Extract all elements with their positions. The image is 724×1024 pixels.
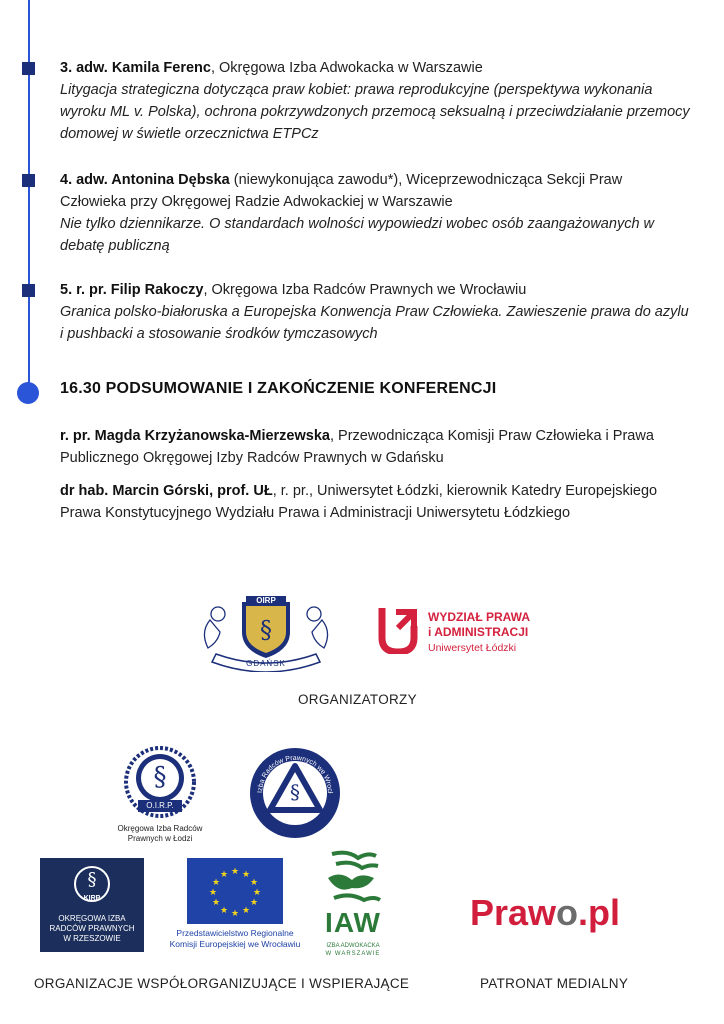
paragraph-icon: §: [260, 616, 272, 644]
svg-text:★: ★: [252, 888, 262, 898]
iaw-logo: [318, 850, 388, 962]
prawo-logo-text: Praw: [470, 892, 557, 933]
person-role: , Przewodnicząca Komisji Praw Człowieka i Prawa Publicznego Okręgowej Izby Radców Prawnych w Gdańsku: [60, 428, 654, 466]
svg-text:★: ★: [211, 898, 221, 908]
speaker-name: 3. adw. Kamila Ferenc: [60, 60, 211, 76]
prawo-pl-logo: [470, 890, 660, 938]
timeline-marker: [22, 284, 35, 297]
svg-text:★: ★: [208, 888, 218, 898]
wpia-line1: WYDZIAŁ PRAWA: [428, 610, 530, 624]
talk-topic: Nie tylko dziennikarze. O standardach wolności wypowiedzi wobec osób zaangażowanych w debatę publiczną: [60, 216, 655, 254]
svg-text:★: ★: [230, 909, 240, 919]
eu-flag-icon: [187, 858, 283, 924]
prawo-logo-domain: .pl: [578, 892, 621, 933]
svg-text:★: ★: [241, 870, 251, 880]
organizers-caption: ORGANIZATORZY: [298, 692, 417, 707]
timeline-line: [28, 0, 30, 390]
kirp-rzeszow-logo: [40, 858, 144, 952]
kirp-line3: W RZESZOWIE: [63, 934, 121, 943]
section-title: 16.30 PODSUMOWANIE I ZAKOŃCZENIE KONFERENCJI: [60, 380, 497, 397]
oirp-badge-text: OIRP: [256, 596, 276, 605]
person-name: dr hab. Marcin Górski, prof. UŁ: [60, 483, 273, 499]
media-caption: PATRONAT MEDIALNY: [480, 976, 629, 991]
svg-text:★: ★: [219, 906, 229, 916]
svg-text:★: ★: [249, 898, 259, 908]
timeline-marker: [22, 174, 35, 187]
closing-person: [60, 425, 690, 469]
speaker-entry: [60, 169, 690, 257]
oirp-city: GDAŃSK: [246, 659, 286, 668]
oirp-lodz-badge: O.I.R.P.: [146, 801, 174, 810]
wpia-line3: Uniwersytet Łódzki: [428, 642, 517, 654]
prawo-logo-o: o: [556, 892, 579, 933]
wpia-mark-icon: [378, 604, 418, 654]
speaker-affiliation: (niewykonująca zawodu*), Wiceprzewodnicząca Sekcji Praw Człowieka przy Okręgowej Radzie Adwokackiej w Warszawie: [60, 172, 623, 210]
eu-line2: Komisji Europejskiej we Wrocławiu: [169, 939, 301, 949]
svg-text:★: ★: [219, 870, 229, 880]
wpia-line2: i ADMINISTRACJI: [428, 625, 529, 639]
paragraph-icon: §: [153, 762, 167, 792]
oirp-lodz-line2: Prawnych w Łodzi: [127, 834, 193, 843]
svg-text:★: ★: [230, 867, 240, 877]
timeline-dot: [17, 382, 39, 404]
oirp-lodz-line1: Okręgowa Izba Radców: [117, 824, 203, 833]
oirp-gdansk-logo: [196, 592, 336, 672]
svg-text:★: ★: [249, 878, 259, 888]
iaw-line2: W WARSZAWIE: [325, 951, 381, 957]
oirp-wroclaw-logo: [248, 746, 342, 840]
iaw-line1: IZBA ADWOKACKA: [326, 943, 380, 949]
paragraph-icon: §: [290, 780, 300, 804]
speaker-affiliation: , Okręgowa Izba Adwokacka w Warszawie: [210, 60, 483, 76]
speaker-name: 4. adw. Antonina Dębska: [60, 172, 230, 188]
closing-person: [60, 480, 690, 524]
person-role: , r. pr., Uniwersytet Łódzki, kierownik Katedry Europejskiego Prawa Konstytucyjnego Wydziału Prawa i Administracji Uniwersytetu Łódzkiego: [60, 483, 658, 521]
timeline-marker: [22, 62, 35, 75]
mermaid-icon: [318, 850, 388, 912]
person-name: r. pr. Magda Krzyżanowska-Mierzewska: [60, 428, 330, 444]
kirp-badge: KIRP: [83, 895, 101, 902]
kirp-line2: RADCÓW PRAWNYCH: [49, 924, 135, 933]
speaker-entry: [60, 279, 690, 345]
svg-text:★: ★: [241, 906, 251, 916]
kirp-line1: OKRĘGOWA IZBA: [58, 914, 126, 923]
speaker-name: 5. r. pr. Filip Rakoczy: [60, 282, 204, 298]
wroclaw-ring-text: Izba Radców Prawnych we Wrocł: [256, 754, 334, 794]
talk-topic: Litygacja strategiczna dotycząca praw kobiet: prawa reprodukcyjne (perspektywa wykonania wyroku ML v. Polska), ochrona pokrzywdzonych przemocą seksualną i przeciwdziałanie przemocy domowej w świetle orzecznictwa ETPCz: [60, 82, 690, 142]
talk-topic: Granica polsko-białoruska a Europejska Konwencja Praw Człowieka. Zawieszenie prawa do azylu i pushbacki a stosowanie środków tymczasowych: [60, 304, 689, 342]
eu-logo: [160, 858, 310, 952]
speaker-entry: [60, 57, 690, 145]
eu-line1: Przedstawicielstwo Regionalne: [176, 928, 294, 938]
speaker-affiliation: , Okręgowa Izba Radców Prawnych we Wrocławiu: [203, 282, 527, 298]
iaw-mark: IAW: [325, 907, 381, 938]
supporters-caption: ORGANIZACJE WSPÓŁORGANIZUJĄCE I WSPIERAJĄCE: [34, 976, 410, 991]
paragraph-icon: §: [87, 869, 97, 890]
svg-text:★: ★: [211, 878, 221, 888]
oirp-lodz-logo: [110, 744, 210, 848]
wpia-logo: [378, 604, 558, 660]
